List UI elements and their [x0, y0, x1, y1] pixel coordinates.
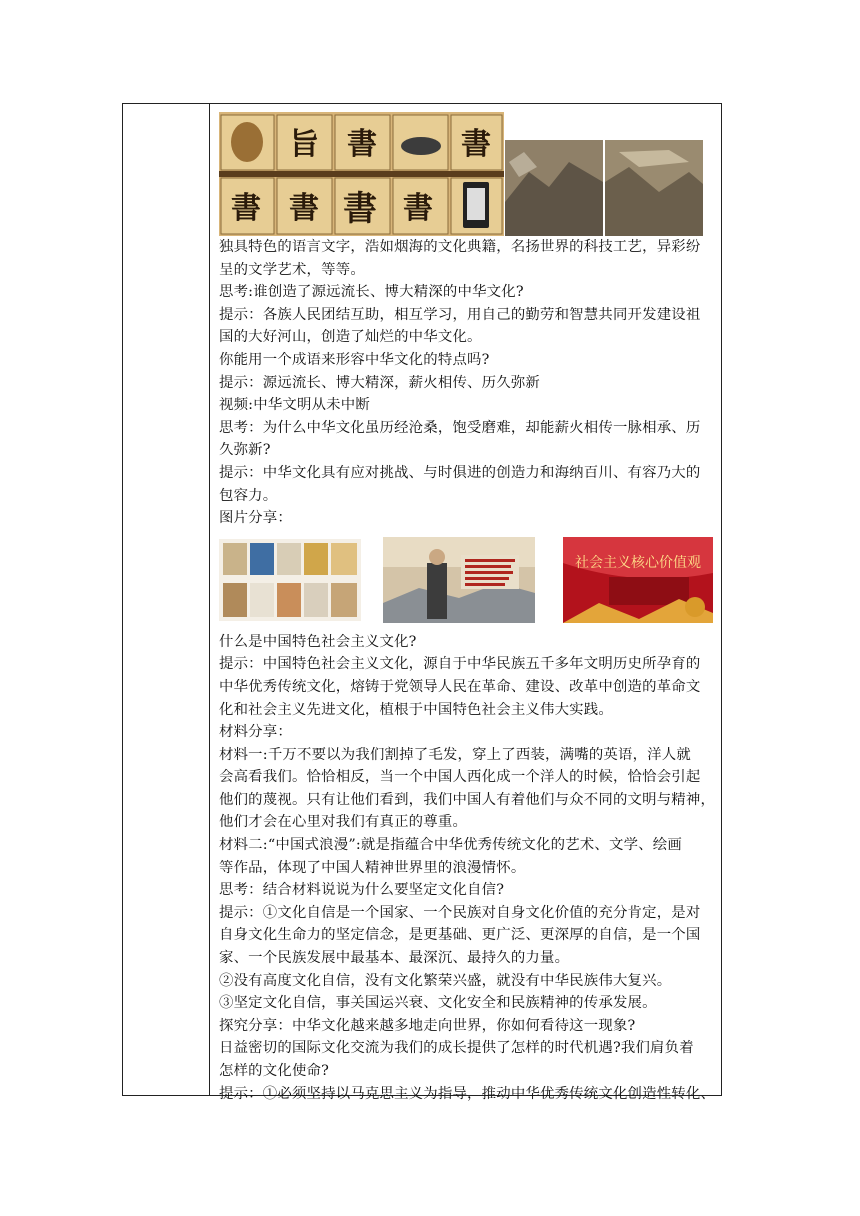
svg-text:書: 書: [231, 191, 261, 226]
text-line: 提示：各族人民团结互助，相互学习，用自己的勤劳和智慧共同开发建设祖: [219, 306, 701, 323]
text-line: 材料二:“中国式浪漫”:就是指蕴合中华优秀传统文化的艺术、文学、绘画: [219, 837, 682, 854]
image-strip-svg: [219, 112, 719, 236]
text-line: 提示：中国特色社会主义文化，源自于中华民族五千多年文明历史所孕育的: [219, 656, 701, 673]
text-line: 提示：①必须坚持以马克思主义为指导，推动中华优秀传统文化创造性转化、: [219, 1085, 716, 1102]
text-line: 等作品，体现了中国人精神世界里的浪漫情怀。: [219, 859, 526, 876]
text-line: 家、一个民族发展中最基本、最深沉、最持久的力量。: [219, 950, 570, 967]
text-line: 他们的蔑视。只有让他们看到，我们中国人有着他们与众不同的文明与精神，: [219, 791, 716, 808]
text-line: 独具特色的语言文字，浩如烟海的文化典籍，名扬世界的科技工艺，异彩纷: [219, 239, 701, 255]
text-line: 探究分享：中华文化越来越多地走向世界，你如何看待这一现象?: [219, 1017, 636, 1034]
text-line: 自身文化生命力的坚定信念，是更基础、更广泛、更深厚的自信，是一个国: [219, 927, 701, 944]
text-line: 提示：中华文化具有应对挑战、与时俱进的创造力和海纳百川、有容乃大的: [219, 464, 701, 481]
text-line: 材料一:千万不要以为我们割掉了毛发，穿上了西装，满嘴的英语，洋人就: [219, 746, 691, 763]
svg-text:書: 書: [403, 191, 433, 226]
svg-text:旨: 旨: [289, 127, 319, 162]
text-line: 思考:谁创造了源远流长、博大精深的中华文化?: [219, 284, 524, 301]
text-line: 图片分享：: [219, 510, 292, 527]
text-line: 他们才会在心里对我们有真正的尊重。: [219, 814, 468, 831]
text-line: ②没有高度文化自信，没有文化繁荣兴盛，就没有中华民族伟大复兴。: [219, 972, 672, 989]
svg-text:社会主义核心价值观: 社会主义核心价值观: [575, 554, 701, 571]
text-line: 材料分享：: [219, 724, 292, 741]
lesson-content-cell: [219, 112, 719, 1105]
text-line: 怎样的文化使命?: [219, 1063, 330, 1079]
text-line: 呈的文学艺术，等等。: [219, 261, 365, 278]
text-line: 久弥新?: [219, 442, 271, 459]
character-evolution-image: [219, 112, 719, 236]
shared-images-row: [219, 533, 719, 627]
text-line: 提示：源远流长、博大精深，薪火相传、历久弥新: [219, 374, 540, 391]
svg-text:書: 書: [461, 127, 491, 162]
text-line: 会高看我们。恰恰相反，当一个中国人西化成一个洋人的时候，恰恰会引起: [219, 769, 701, 786]
shared-images-svg: [219, 533, 719, 627]
text-line: 思考：结合材料说说为什么要坚定文化自信?: [219, 882, 505, 899]
svg-text:書: 書: [347, 127, 377, 162]
text-line: 包容力。: [219, 487, 278, 504]
text-line: 化和社会主义先进文化，植根于中国特色社会主义伟大实践。: [219, 701, 613, 718]
column-divider: [209, 104, 210, 1095]
text-line: 日益密切的国际文化交流为我们的成长提供了怎样的时代机遇?我们肩负着: [219, 1040, 694, 1057]
text-line: ③坚定文化自信，事关国运兴衰、文化安全和民族精神的传承发展。: [219, 995, 657, 1012]
svg-text:書: 書: [289, 191, 319, 226]
text-line: 你能用一个成语来形容中华文化的特点吗?: [219, 351, 490, 368]
text-line: 视频:中华文明从未中断: [219, 397, 370, 414]
text-line: 提示：①文化自信是一个国家、一个民族对自身文化价值的充分肯定，是对: [219, 904, 701, 921]
lesson-table: [122, 103, 722, 1102]
svg-text:書: 書: [343, 189, 377, 229]
text-line: 国的大好河山，创造了灿烂的中华文化。: [219, 329, 482, 346]
text-line: 什么是中国特色社会主义文化?: [219, 633, 417, 650]
text-line: 中华优秀传统文化，熔铸于党领导人民在革命、建设、改革中创造的革命文: [219, 678, 701, 695]
text-line: 思考：为什么中华文化虽历经沧桑，饱受磨难，却能薪火相传一脉相承、历: [219, 419, 701, 436]
